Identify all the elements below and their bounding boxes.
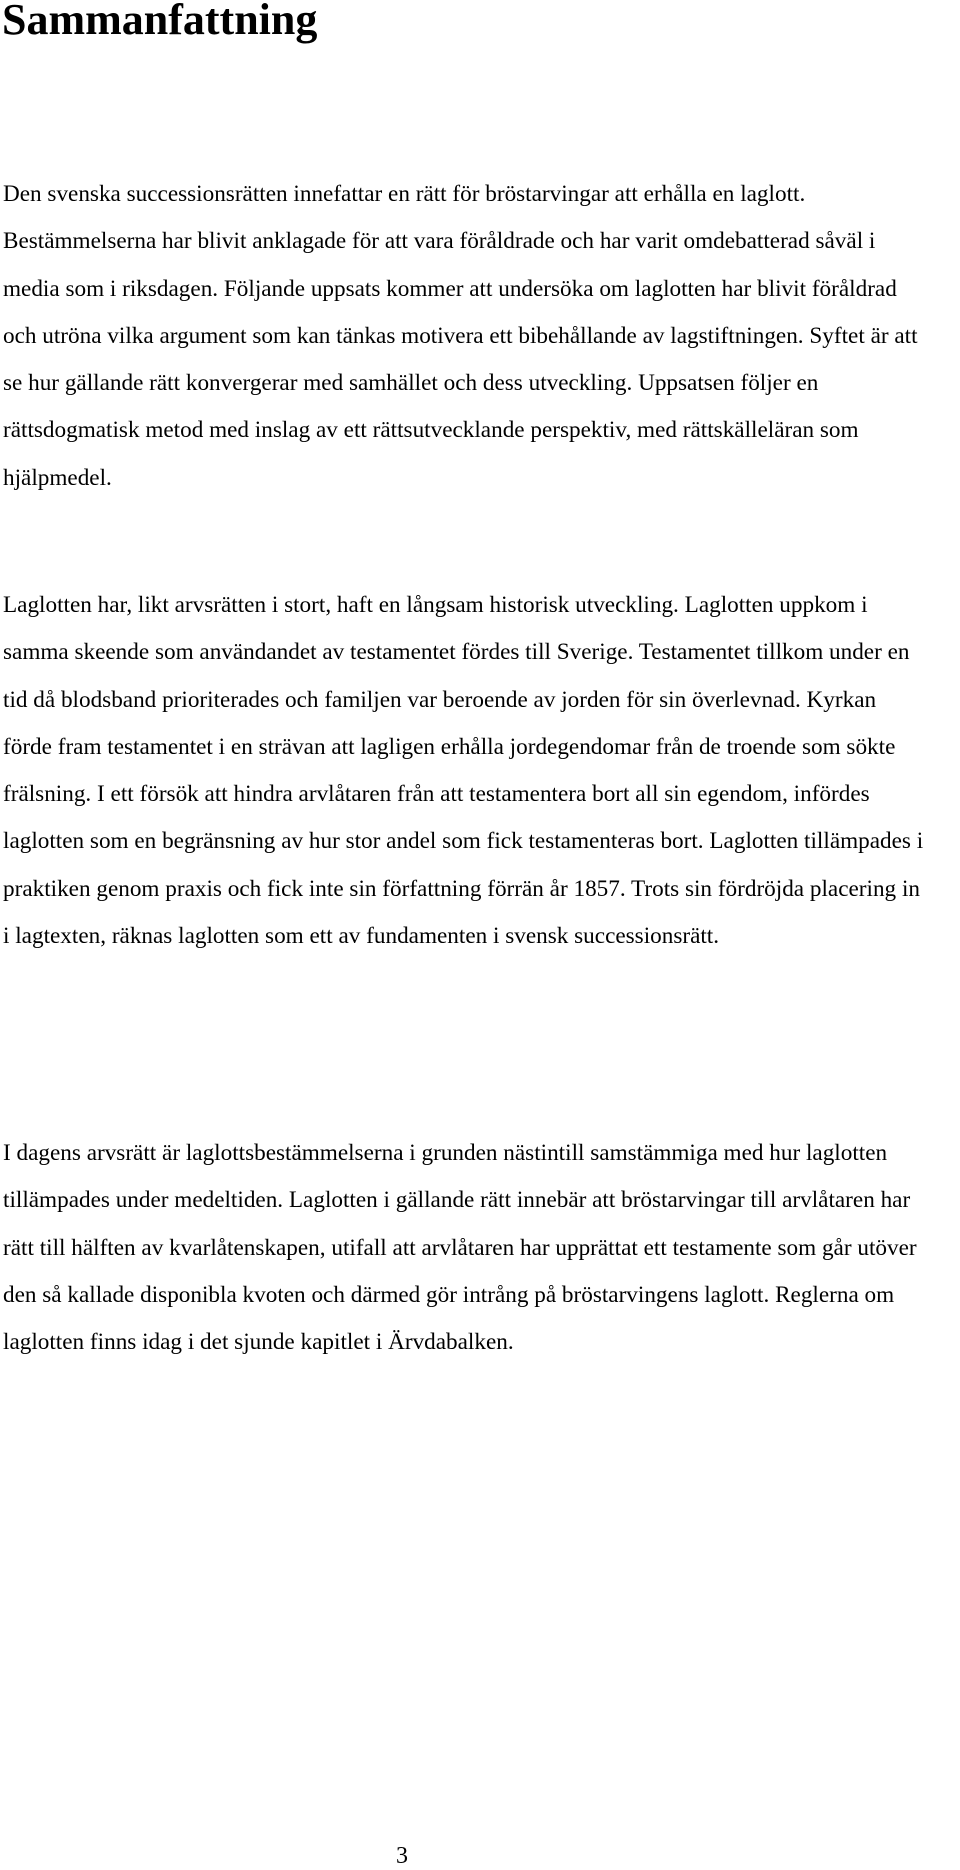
summary-paragraph-2: Laglotten har, likt arvsrätten i stort, haft en långsam historisk utveckling. Laglotten uppkom i samma skeende som användandet av testamentet fördes till Sverige. Testamentet tillkom under en tid då blodsband prioriterades och familjen var beroende av jorden för sin överlevnad. Kyrkan förde fram testamentet i en strävan att lagligen erhålla jordegendomar från de troende som sökte frälsning. I ett försök att hindra arvlåtaren från att testamentera bort all sin egendom, infördes laglotten som en begränsning av hur stor andel som fick testamenteras bort. Laglotten tillämpades i praktiken genom praxis och fick inte sin författning förrän år 1857. Trots sin fördröjda placering in i lagtexten, räknas laglotten som ett av fundamenten i svensk successionsrätt. — [3, 592, 924, 950]
page-number: 3 — [396, 1843, 408, 1869]
page-title: Sammanfattning — [2, 0, 318, 44]
summary-paragraph-3: I dagens arvsrätt är laglottsbestämmelserna i grunden nästintill samstämmiga med hur laglotten tillämpades under medeltiden. Laglotten i gällande rätt innebär att bröstarvingar till arvlåtaren har rätt till hälften av kvarlåtenskapen, utifall att arvlåtaren har upprättat ett testamente som går utöver den så kallade disponibla kvoten och därmed gör intrång på bröstarvingens laglott. Reglerna om laglotten finns idag i det sjunde kapitlet i Ärvdabalken. — [3, 1140, 917, 1356]
summary-paragraph-1: Den svenska successionsrätten innefattar en rätt för bröstarvingar att erhålla en laglott. Bestämmelserna har blivit anklagade för att vara föråldrade och har varit omdebatterad såväl i media som i riksdagen. Följande uppsats kommer att undersöka om laglotten har blivit föråldrad och utröna vilka argument som kan tänkas motivera ett bibehållande av lagstiftningen. Syftet är att se hur gällande rätt konvergerar med samhället och dess utveckling. Uppsatsen följer en rättsdogmatisk metod med inslag av ett rättsutvecklande perspektiv, med rättskälleläran som hjälpmedel. — [3, 181, 918, 491]
